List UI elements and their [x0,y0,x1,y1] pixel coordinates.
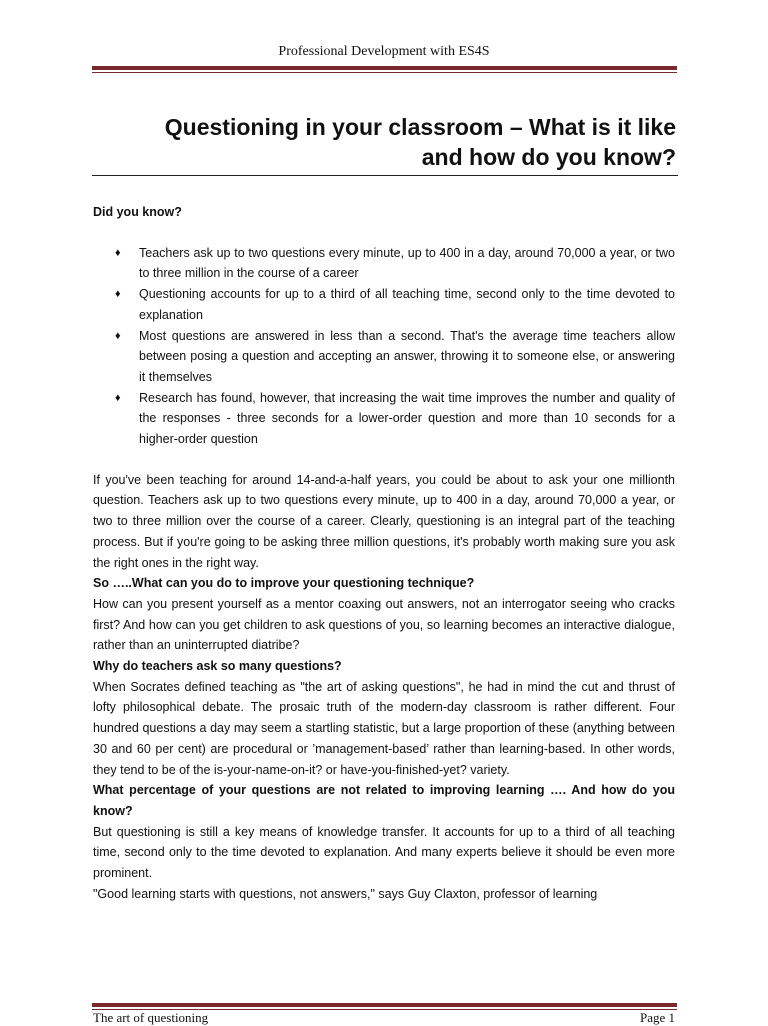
list-item: ♦ Questioning accounts for up to a third of all teaching time, second only to the time devoted to explanation [93,284,675,325]
facts-list [93,243,675,450]
document-title-line1: Questioning in your classroom – What is it like [164,114,676,140]
document-title [92,112,676,172]
page-header-title: Professional Development with ES4S [278,44,490,59]
footer-rule-thick [92,1003,677,1007]
diamond-bullet-icon: ♦ [115,391,121,404]
title-underline [92,175,678,176]
header-rule-thick [92,66,677,70]
list-item: ♦ Teachers ask up to two questions every minute, up to 400 in a day, around 70,000 a year, or two to three million in the course of a career [93,243,675,284]
diamond-bullet-icon: ♦ [115,246,121,259]
document-title-line2: and how do you know? [421,144,676,170]
footer-doc-title: The art of questioning [93,1010,209,1025]
did-you-know-heading: Did you know? [93,205,182,219]
section-heading: So …..What can you do to improve your questioning technique? [93,576,475,591]
paragraph: When Socrates defined teaching as "the art of asking questions", he had in mind the cut and thrust of lofty philosophical debate. The prosaic truth of the modern-day classroom is rather different. Four hundred questions a day may seem a startling statistic, but a large proportion of these (anything between 30 and 60 per cent) are procedural or ’management-based’ rather than learning-based. In other words, they tend to be of the is-your-name-on-it? or have-you-finished-yet? variety. [93,679,675,777]
paragraph: But questioning is still a key means of knowledge transfer. It accounts for up to a third of all teaching time, second only to the time devoted to explanation. And many experts believe it should be even more prominent. [93,824,675,881]
footer-page-number: Page 1 [639,1010,675,1025]
section-heading: Why do teachers ask so many questions? [93,659,342,674]
diamond-bullet-icon: ♦ [115,288,121,301]
document-body [93,202,675,905]
header-rule-thin [92,72,677,73]
paragraph: How can you present yourself as a mentor coaxing out answers, not an interrogator seeing who cracks first? And how can you get children to ask questions of you, so learning becomes an interactive dialogue, rather than an uninterrupted diatribe? [93,596,675,653]
paragraph-quote: "Good learning starts with questions, not answers," says Guy Claxton, professor of learning [93,886,598,901]
section-heading: What percentage of your questions are not related to improving learning …. And how do you know? [93,783,675,818]
paragraph-intro: If you've been teaching for around 14-and-a-half years, you could be about to ask your one millionth question. Teachers ask up to two questions every minute, up to 400 in a day, around 70,000 a year, or two to three million over the course of a career. Clearly, questioning is an integral part of the teaching process. But if you're going to be asking three million questions, it's probably worth making sure you ask the right ones in the right way. [93,472,675,570]
diamond-bullet-icon: ♦ [115,329,121,342]
list-item: ♦ Most questions are answered in less than a second. That's the average time teachers allow between posing a question and accepting an answer, throwing it to someone else, or answering it themselves [93,326,675,388]
list-item: ♦ Research has found, however, that increasing the wait time improves the number and quality of the responses - three seconds for a lower-order question and more than 10 seconds for a higher-order question [93,388,675,450]
